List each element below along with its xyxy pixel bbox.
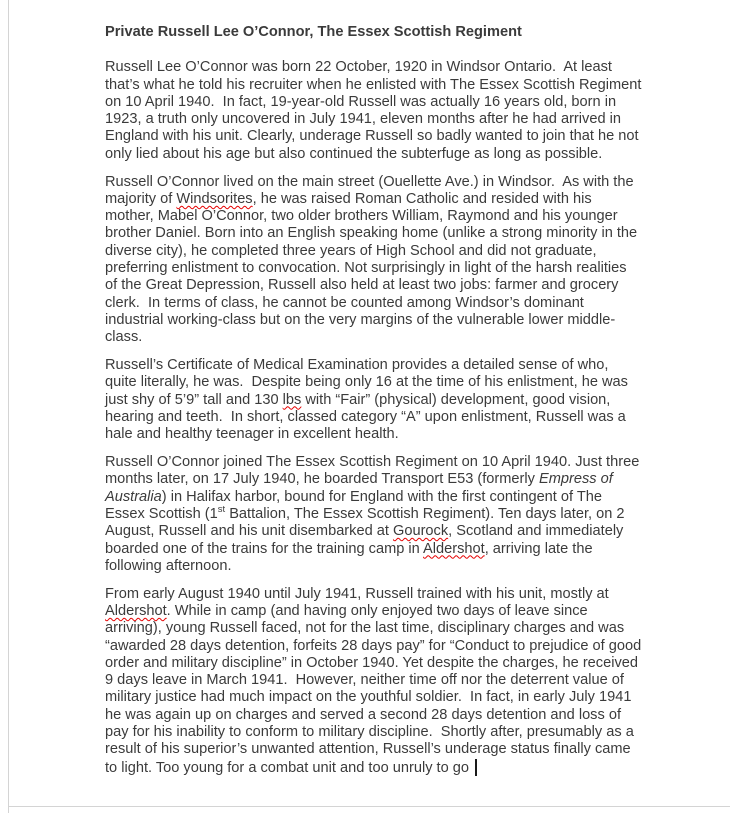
text-segment: , he was raised Roman Catholic and resided with his mother, Mabel O’Connor, two older brothers William, Raymond and his younger brother Daniel. Born into an English speaking home (unlike a strong minority in the diverse city), he completed three years of High School and did not graduate, preferring enlistment to convocation. Not surprisingly in light of the harsh realities of the Great Depression, Russell also held at least two jobs: farmer and grocery clerk. In terms of class, he cannot be counted among Windsor’s dominant industrial working-class but on the very margins of the vulnerable lower middle-class. bbox=[105, 190, 642, 346]
text-segment: Battalion, The Essex Scottish Regiment). Ten days later, on 2 August, Russell and his unit disembarked at bbox=[105, 505, 628, 540]
misspelled-word: Windsorites bbox=[176, 190, 253, 207]
misspelled-word: Gourock bbox=[392, 523, 449, 540]
text-segment: Empress of Australia bbox=[105, 471, 617, 505]
text-segment: st bbox=[217, 504, 226, 516]
document-page[interactable] bbox=[105, 24, 646, 787]
document-title[interactable]: Private Russell Lee O’Connor, The Essex Scottish Regiment bbox=[105, 24, 522, 40]
text-cursor bbox=[475, 759, 477, 776]
text-segment: ) in Halifax harbor, bound for England with the first contingent of The Essex Scottish (1 bbox=[105, 488, 607, 522]
text-segment: Russell O’Connor joined The Essex Scottish Regiment on 10 April 1940. Just three months later, on 17 July 1940, he boarded Transport E53 (formerly bbox=[105, 454, 644, 488]
text-segment: , arriving late the following afternoon. bbox=[105, 540, 597, 574]
paragraph-4[interactable] bbox=[105, 454, 642, 575]
page-edge-left bbox=[8, 0, 9, 813]
paragraph-3[interactable] bbox=[105, 357, 642, 443]
paragraph-1[interactable] bbox=[105, 59, 646, 163]
text-segment: . While in camp (and having only enjoyed two days of leave since arriving), young Russell faced, not for the last time, disciplinary charges and was “awarded 28 days detention, forfeits 28 days pay” for “Conduct to prejudice of good order and military discipline” in October 1940. Yet despite the charges, he received 9 days leave in March 1941. However, neither time off nor the deterrent value of military justice had much impact on the youthful soldier. In fact, in early July 1941 he was again up on charges and served a second 28 days detention and loss of pay for his inability to conform to military discipline. Shortly after, presumably as a result of his superior’s unwanted attention, Russell’s underage status finally came to light. Too young for a combat unit and too unruly to go bbox=[105, 602, 646, 776]
text-segment: , Scotland and immediately boarded one of the trains for the training camp in bbox=[105, 523, 628, 557]
text-segment: with “Fair” (physical) development, good vision, hearing and teeth. In short, classed category “A” upon enlistment, Russell was a hale and healthy teenager in excellent health. bbox=[105, 391, 630, 443]
document-body[interactable] bbox=[105, 59, 646, 777]
text-segment: Russell Lee O’Connor was born 22 October, 1920 in Windsor Ontario. At least that’s what he told his recruiter when he enlisted with The Essex Scottish Regiment on 10 April 1940. In fact, 19-year-old Russell was actually 16 years old, born in 1923, a truth only uncovered in July 1941, eleven months after he had arrived in England with his unit. Clearly, underage Russell so badly wanted to join that he not only lied about his age but also continued the subterfuge as long as possible. bbox=[105, 59, 646, 162]
page-edge-bottom bbox=[8, 806, 730, 807]
misspelled-word: lbs bbox=[282, 391, 302, 408]
text-segment: Russell’s Certificate of Medical Examination provides a detailed sense of who, quite literally, he was. Despite being only 16 at the time of his enlistment, he was just shy of 5’9” tall and 130 bbox=[105, 357, 633, 408]
misspelled-word: Aldershot bbox=[105, 602, 167, 619]
text-segment: From early August 1940 until July 1941, Russell trained with his unit, mostly at bbox=[105, 585, 612, 602]
misspelled-word: Aldershot bbox=[423, 540, 485, 557]
paragraph-5[interactable] bbox=[105, 585, 646, 777]
paragraph-2[interactable] bbox=[105, 174, 642, 347]
text-segment: Russell O’Connor lived on the main street (Ouellette Ave.) in Windsor. As with the majority of bbox=[105, 173, 638, 207]
